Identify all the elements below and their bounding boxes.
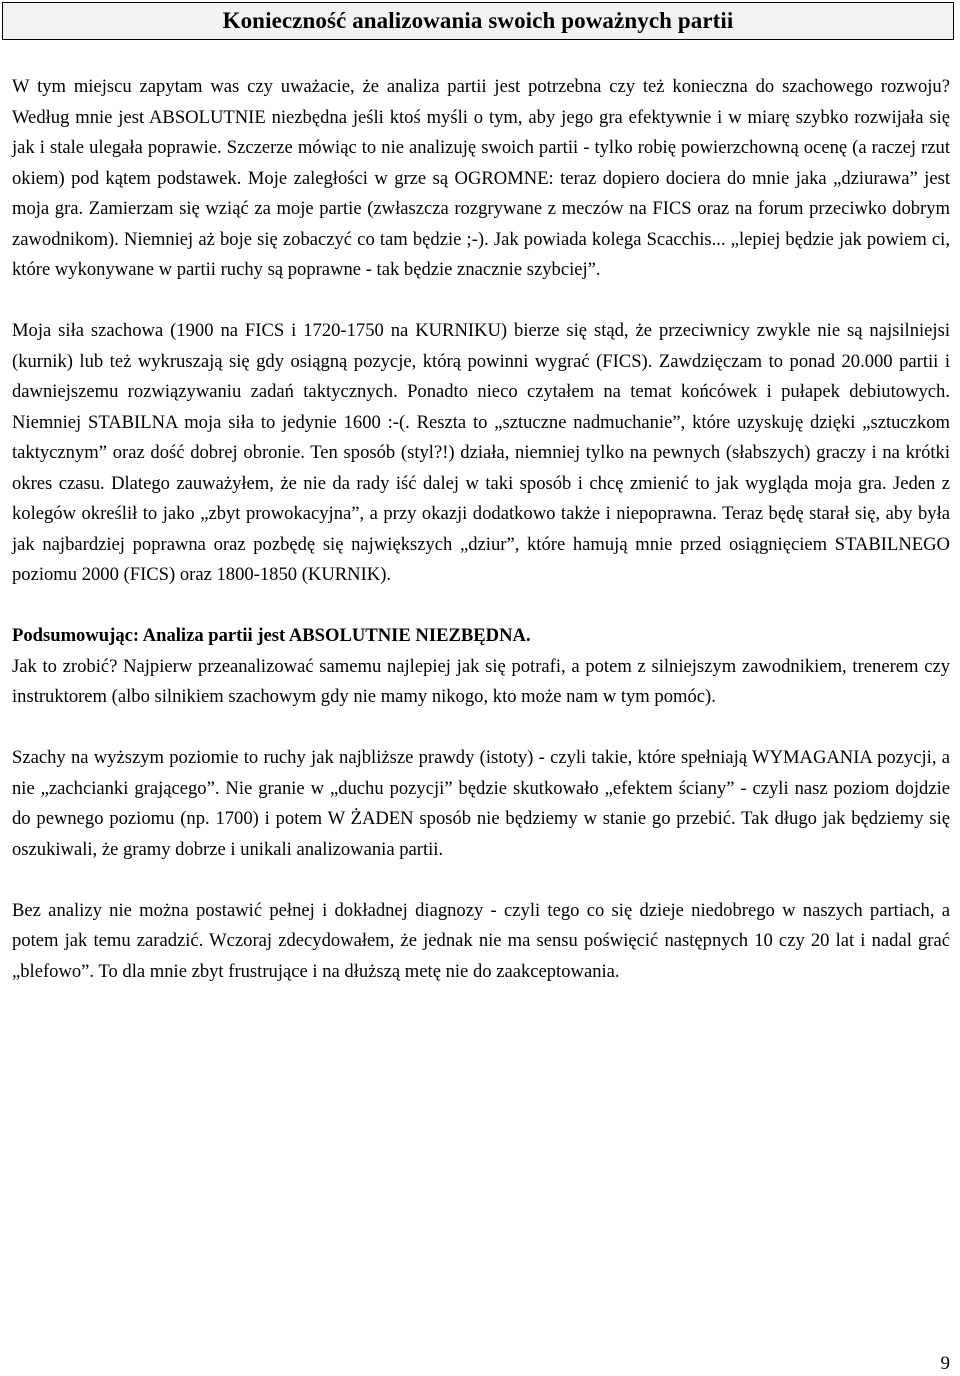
paragraph-gap	[12, 713, 950, 744]
paragraph-higher-level: Szachy na wyższym poziomie to ruchy jak najbliższe prawdy (istoty) - czyli takie, które spełniają WYMAGANIA pozycji, a nie „zachcianki grającego”. Nie granie w „duchu pozycji” będzie skutkowało „efektem ściany” - czyli nasz poziom dojdzie do pewnego poziomu (np. 1700) i potem W ŻADEN sposób nie będziemy w stanie go przebić. Tak długo jak będziemy się oszukiwali, że gramy dobrze i unikali analizowania partii.	[12, 747, 950, 860]
title-box	[2, 2, 954, 40]
paragraph-analysis-need: W tym miejscu zapytam was czy uważacie, że analiza partii jest potrzebna czy też konieczna do szachowego rozwoju? Według mnie jest ABSOLUTNIE niezbędna jeśli ktoś myśli o tym, aby jego gra efektywnie i w miarę szybko rozwijała się jak i stale ulegała poprawie. Szczerze mówiąc to nie analizuję swoich partii - tylko robię powierzchowną ocenę (a raczej rzut okiem) pod kątem podstawek. Moje zaległości w grze są OGROMNE: teraz dopiero dociera do mnie jaka „dziurawa” jest moja gra. Zamierzam się wziąć za moje partie (zwłaszcza rozgrywane z meczów na FICS oraz na forum przeciwko dobrym zawodnikom). Niemniej aż boje się zobaczyć co tam będzie ;-). Jak powiada kolega Scacchis... „lepiej będzie jak powiem ci, które wykonywane w partii ruchy są poprawne - tak będzie znacznie szybciej”.	[12, 76, 950, 280]
document-body	[12, 72, 950, 987]
paragraph-gap	[12, 865, 950, 896]
summary-text: Jak to zrobić? Najpierw przeanalizować samemu najlepiej jak się potrafi, a potem z silniejszym zawodnikiem, trenerem czy instruktorem (albo silnikiem szachowym gdy nie mamy nikogo, kto może nam w tym pomóc).	[12, 655, 950, 707]
paragraph-gap	[12, 286, 950, 317]
page-number: 9	[940, 1353, 950, 1374]
paragraph-diagnosis: Bez analizy nie można postawić pełnej i dokładnej diagnozy - czyli tego co się dzieje niedobrego w naszych partiach, a potem jak temu zaradzić. Wczoraj zdecydowałem, że jednak nie ma sensu poświęcić następnych 10 czy 20 lat i nadal grać „blefowo”. To dla mnie zbyt frustrujące i na dłuższą metę nie do zaakceptowania.	[12, 899, 950, 982]
paragraph-gap	[12, 591, 950, 622]
summary-heading: Podsumowując: Analiza partii jest ABSOLUTNIE NIEZBĘDNA.	[12, 625, 531, 646]
page-title: Konieczność analizowania swoich poważnych partii	[222, 8, 734, 33]
paragraph-chess-strength: Moja siła szachowa (1900 na FICS i 1720-1750 na KURNIKU) bierze się stąd, że przeciwnicy zwykle nie są najsilniejsi (kurnik) lub też wykruszają się gdy osiągną pozycje, którą powinni wygrać (FICS). Zawdzięczam to ponad 20.000 partii i dawniejszemu rozwiązywaniu zadań taktycznych. Ponadto nieco czytałem na temat końcówek i pułapek debiutowych. Niemniej STABILNA moja siła to jedynie 1600 :-(. Reszta to „sztuczne nadmuchanie”, które uzyskuję dzięki „sztuczkom taktycznym” oraz dość dobrej obronie. Ten sposób (styl?!) działa, niemniej tylko na pewnych (słabszych) graczy i na krótki okres czasu. Dlatego zauważyłem, że nie da rady iść dalej w taki sposób i chcę zmienić to jak wygląda moja gra. Jeden z kolegów określił to jako „zbyt prowokacyjna”, a przy okazji dodatkowo także i niepoprawna. Teraz będę starał się, aby była jak najbardziej poprawna oraz pozbędę się największych „dziur”, które hamują mnie przed osiągnięciem STABILNEGO poziomu 2000 (FICS) oraz 1800-1850 (KURNIK).	[12, 320, 950, 585]
